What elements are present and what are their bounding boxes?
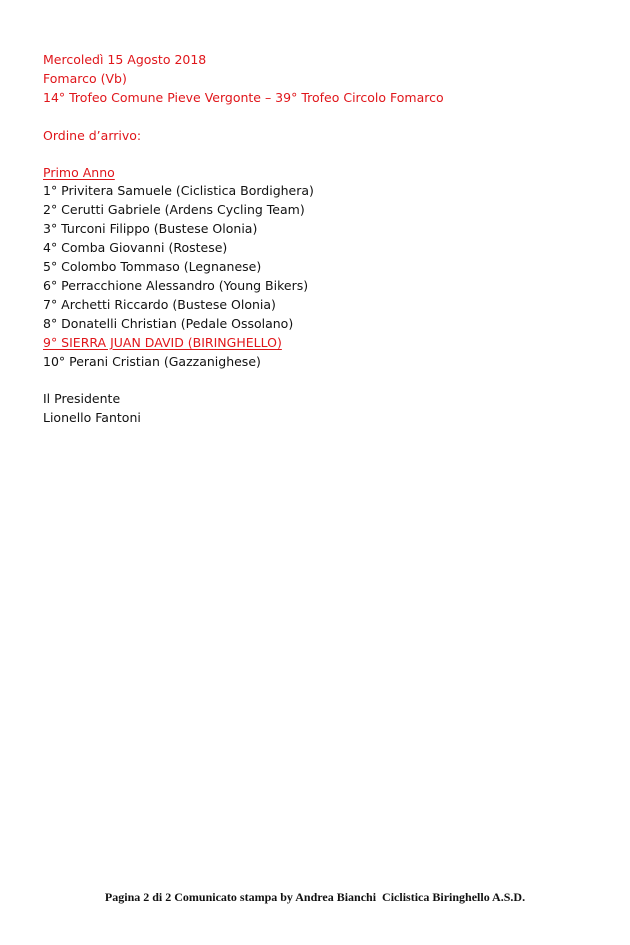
result-entry-6: 6° Perracchione Alessandro (Young Bikers) — [43, 278, 309, 293]
result-entry-4: 4° Comba Giovanni (Rostese) — [43, 240, 228, 255]
result-entry-2: 2° Cerutti Gabriele (Ardens Cycling Team) — [43, 202, 305, 217]
result-entry-1: 1° Privitera Samuele (Ciclistica Bordighera) — [43, 183, 314, 198]
signature-title: Il Presidente — [43, 391, 121, 406]
event-place: Fomarco (Vb) — [43, 71, 127, 86]
event-date: Mercoledì 15 Agosto 2018 — [43, 52, 207, 67]
page-footer: Pagina 2 di 2 Comunicato stampa by Andrea Bianchi Ciclistica Biringhello A.S.D. — [104, 890, 526, 904]
result-entry-8: 8° Donatelli Christian (Pedale Ossolano) — [43, 316, 294, 331]
result-entry-7: 7° Archetti Riccardo (Bustese Olonia) — [43, 297, 276, 312]
category-heading: Primo Anno — [43, 165, 115, 180]
result-entry-3: 3° Turconi Filippo (Bustese Olonia) — [43, 221, 258, 236]
result-entry-9-highlighted: 9° SIERRA JUAN DAVID (BIRINGHELLO) — [43, 335, 282, 350]
result-entry-10: 10° Perani Cristian (Gazzanighese) — [43, 354, 261, 369]
signature-name: Lionello Fantoni — [43, 410, 141, 425]
results-heading: Ordine d’arrivo: — [43, 128, 142, 143]
result-entry-5: 5° Colombo Tommaso (Legnanese) — [43, 259, 262, 274]
event-title: 14° Trofeo Comune Pieve Vergonte – 39° Trofeo Circolo Fomarco — [43, 90, 444, 105]
